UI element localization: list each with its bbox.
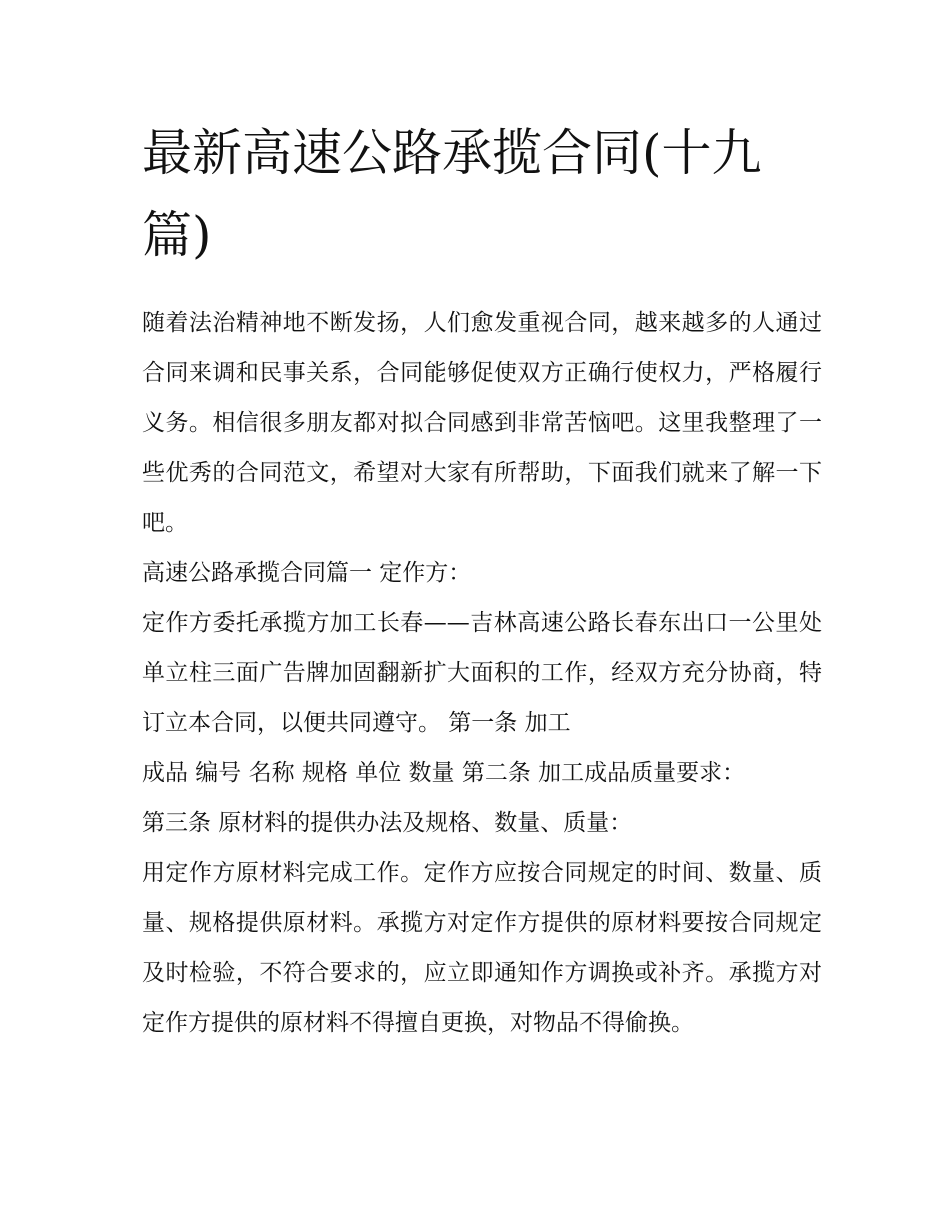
article-three-line: 第三条 原材料的提供办法及规格、数量、质量： <box>142 810 633 836</box>
intro-paragraph: 随着法治精神地不断发扬，人们愈发重视合同，越来越多的人通过合同来调和民事关系，合同能够促使双方正确行使权力，严格履行义务。相信很多朋友都对拟合同感到非常苦恼吧。这里我整理了一些优秀的合同范文，希望对大家有所帮助，下面我们就来了解一下吧。 <box>142 310 822 536</box>
document-body <box>142 298 822 1048</box>
contract-paragraph: 定作方委托承揽方加工长春——吉林高速公路长春东出口一公里处单立柱三面广告牌加固翻新扩大面积的工作，经双方充分协商，特订立本合同，以便共同遵守。 第一条 加工 <box>142 610 822 736</box>
section-heading: 高速公路承揽合同篇一 定作方： <box>142 560 472 586</box>
materials-paragraph: 用定作方原材料完成工作。定作方应按合同规定的时间、数量、质量、规格提供原材料。承揽方对定作方提供的原材料要按合同规定及时检验，不符合要求的，应立即通知作方调换或补齐。承揽方对定作方提供的原材料不得擅自更换，对物品不得偷换。 <box>142 860 822 1036</box>
article-two-line: 成品 编号 名称 规格 单位 数量 第二条 加工成品质量要求： <box>142 760 746 786</box>
document-title: 最新高速公路承揽合同(十九篇) <box>142 124 762 264</box>
